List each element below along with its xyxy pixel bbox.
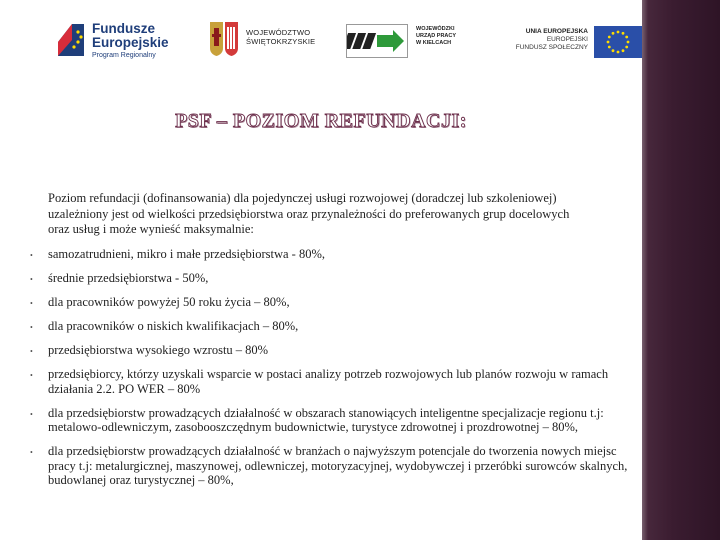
eu-line1: UNIA EUROPEJSKA bbox=[525, 28, 588, 35]
wup-line3: W KIELCACH bbox=[416, 40, 452, 46]
wup-arrow-icon bbox=[346, 24, 408, 58]
wup-line2: URZĄD PRACY bbox=[416, 33, 457, 39]
list-item bbox=[24, 406, 636, 435]
fundusze-europejskie-logo bbox=[56, 14, 206, 68]
bullet-icon: • bbox=[30, 347, 33, 356]
list-item-text: dla pracowników o niskich kwalifikacjach – 80%, bbox=[48, 319, 299, 333]
decorative-right-strip bbox=[642, 0, 720, 540]
eu-line3: FUNDUSZ SPOŁECZNY bbox=[515, 44, 588, 51]
swietokrzyskie-line1: WOJEWÓDZTWO bbox=[246, 28, 311, 37]
list-item bbox=[24, 319, 636, 334]
logo-bar bbox=[50, 14, 650, 68]
fe-logo-line1: Fundusze bbox=[92, 21, 155, 36]
bullet-icon: • bbox=[30, 409, 33, 419]
intro-paragraph: Poziom refundacji (dofinansowania) dla pojedynczej usługi rozwojowej (doradczej lub szkoleniowej) uzależniony jest od wielkości przedsiębiorstwa oraz przynależności do preferowanych grup docelowych oraz usług i może wynieść maksymalnie: bbox=[48, 191, 570, 236]
list-item-text: przedsiębiorstwa wysokiego wzrostu – 80% bbox=[48, 343, 269, 357]
list-item-text: dla przedsiębiorstw prowadzących działalność w obszarach stanowiących inteligentne specjalizacje regionu t.j: metalowo-odlewniczym, zasobooszczędnym budownictwie, turystyce zdrowotnej i prozdrowotnej – 80%, bbox=[48, 405, 604, 434]
bullet-icon: • bbox=[30, 275, 33, 284]
bullet-icon: • bbox=[30, 299, 33, 308]
fe-logo-line2: Europejskie bbox=[92, 35, 169, 50]
list-item bbox=[24, 295, 636, 310]
list-item-text: dla pracowników powyżej 50 roku życia – 80%, bbox=[48, 295, 290, 309]
list-item-text: dla przedsiębiorstw prowadzących działalność w branżach o najwyższym potencjale do tworzenia nowych miejsc pracy t.j: metalurgicznej, maszynowej, odlewniczej, motoryzacyjnej, wydobywczej i przeróbki surowców skalnych, budowlanej oraz turystycznej – 80%, bbox=[48, 444, 628, 487]
list-item-text: przedsiębiorcy, którzy uzyskali wsparcie w postaci analizy potrzeb rozwojowych lub planów rozwoju w ramach działania 2.2. PO WER – 80% bbox=[48, 367, 609, 396]
list-item bbox=[24, 367, 636, 396]
eu-flag-icon bbox=[594, 26, 642, 58]
fe-logo-line3: Program Regionalny bbox=[92, 52, 156, 59]
unia-europejska-logo bbox=[510, 14, 650, 68]
coat-of-arms-icon bbox=[208, 18, 240, 58]
fe-star-flag-icon bbox=[56, 20, 86, 60]
swietokrzyskie-line2: ŚWIĘTOKRZYSKIE bbox=[246, 37, 316, 46]
bullet-icon: • bbox=[30, 323, 33, 332]
list-item bbox=[24, 247, 636, 262]
list-item bbox=[24, 343, 636, 358]
list-item bbox=[24, 271, 636, 286]
list-item-text: samozatrudnieni, mikro i małe przedsiębiorstwa - 80%, bbox=[48, 247, 326, 261]
slide-title: PSF – POZIOM REFUNDACJI: bbox=[175, 110, 467, 132]
bullet-icon: • bbox=[30, 251, 33, 260]
list-item-text: średnie przedsiębiorstwa - 50%, bbox=[48, 271, 209, 285]
wup-line1: WOJEWÓDZKI bbox=[416, 26, 455, 32]
list-item bbox=[24, 444, 636, 488]
bullet-icon: • bbox=[30, 371, 33, 380]
refund-level-list bbox=[24, 247, 636, 488]
wojewodztwo-swietokrzyskie-logo bbox=[208, 14, 328, 68]
wup-kielce-logo bbox=[346, 14, 506, 68]
bullet-icon: • bbox=[30, 448, 33, 457]
eu-line2: EUROPEJSKI bbox=[546, 36, 588, 43]
